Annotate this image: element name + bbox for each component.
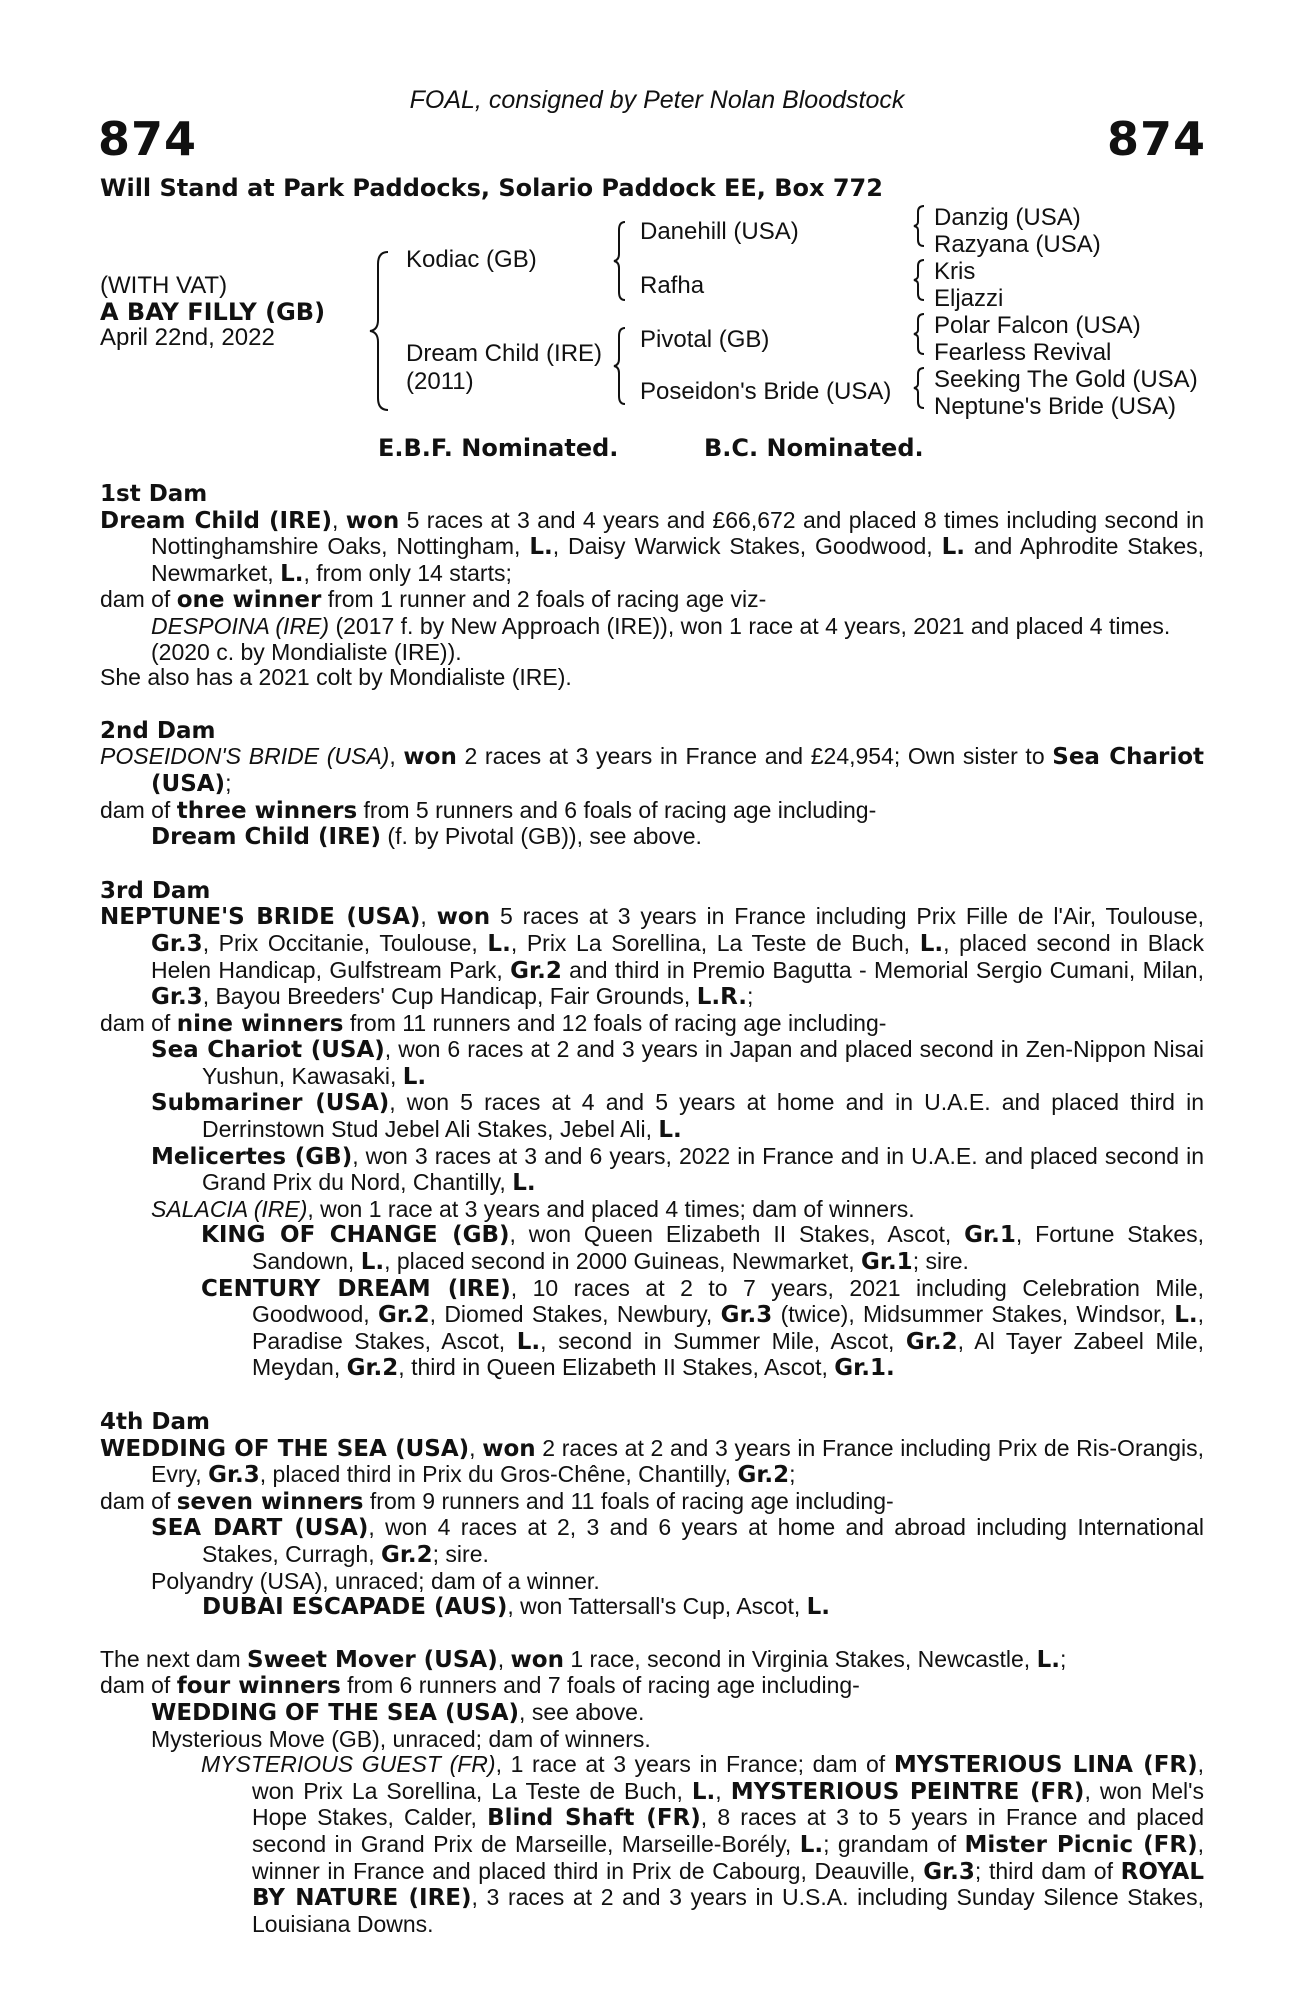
dam4-record: WEDDING OF THE SEA (USA), won 2 races at 2 and 3 years in France including Prix de Ris-Orangis, Evry, Gr.3, placed third in Prix du Gros-Chêne, Chantilly, Gr.2; — [100, 1434, 1204, 1489]
consignor-line: FOAL, consigned by Peter Nolan Bloodstock — [409, 86, 905, 114]
vat-note: (WITH VAT) — [100, 272, 228, 299]
ebf-nomination: E.B.F. Nominated. — [378, 434, 619, 462]
catalogue-body — [100, 482, 1204, 1937]
pedigree-g3-8: Neptune's Bride (USA) — [934, 393, 1177, 420]
dam3-produce-salacia: SALACIA (IRE), won 1 race at 3 years and placed 4 times; dam of winners. — [151, 1195, 915, 1222]
dam2-produce-dream-child: Dream Child (IRE) (f. by Pivotal (GB)), see above. — [151, 823, 702, 851]
next-dam-record: The next dam Sweet Mover (USA), won 1 race, second in Virginia Stakes, Newcastle, L.; — [100, 1645, 1067, 1673]
dam3-produce-melicertes: Melicertes (GB), won 3 races at 3 and 6 years, 2022 in France and in U.A.E. and placed second in Grand Prix du Nord, Chantilly, L. — [151, 1142, 1204, 1197]
pedigree-sire-dam: Rafha — [640, 272, 705, 299]
pedigree-dam-year: (2011) — [406, 368, 474, 395]
pedigree-g3-5: Polar Falcon (USA) — [934, 312, 1141, 339]
next-dam-produce-summary: dam of four winners from 6 runners and 7 foals of racing age including- — [100, 1672, 860, 1700]
next-dam-produce-mysterious-move: Mysterious Move (GB), unraced; dam of winners. — [151, 1725, 651, 1752]
pedigree-brace-main — [368, 250, 392, 412]
foaling-date: April 22nd, 2022 — [100, 324, 275, 351]
dam1-name: Dream Child (IRE) — [100, 507, 333, 534]
pedigree-g3-4: Eljazzi — [934, 285, 1004, 312]
dam1-also: She also has a 2021 colt by Mondialiste (IRE). — [100, 664, 572, 691]
dam4-produce-summary: dam of seven winners from 9 runners and 11 foals of racing age including- — [100, 1487, 894, 1515]
pedigree-g3-2: Razyana (USA) — [934, 231, 1101, 258]
dam3-produce-sea-chariot: Sea Chariot (USA), won 6 races at 2 and 3 years in Japan and placed second in Zen-Nippon Nisai Yushun, Kawasaki, L. — [151, 1036, 1204, 1090]
dam3-produce-submariner: Submariner (USA), won 5 races at 4 and 5 years at home and in U.A.E. and placed third in Derrinstown Stud Jebel Ali Stakes, Jebel Ali, L. — [151, 1089, 1204, 1144]
horse-description: A BAY FILLY (GB) — [100, 298, 326, 326]
dam3-record: NEPTUNE'S BRIDE (USA), won 5 races at 3 years in France including Prix Fille de l'Air, Toulouse, Gr.3, Prix Occitanie, Toulouse, L., Prix La Sorellina, La Teste de Buch, L., placed second in Black Helen Handicap, Gulfstream Park, Gr.2 and third in Premio Bagutta - Memorial Sergio Cumani, Milan, Gr.3, Bayou Breeders' Cup Handicap, Fair Grounds, L.R.; — [100, 903, 1205, 1011]
stand-location: Will Stand at Park Paddocks, Solario Paddock EE, Box 772 — [100, 174, 883, 202]
dam3-grandproduce-king-of-change: KING OF CHANGE (GB), won Queen Elizabeth II Stakes, Ascot, Gr.1, Fortune Stakes, Sandown, L., placed second in 2000 Guineas, Newmarket, Gr.1; sire. — [201, 1221, 1205, 1276]
pedigree-dam-sire: Pivotal (GB) — [640, 326, 770, 353]
dam1-produce-summary: dam of one winner from 1 runner and 2 foals of racing age viz- — [100, 586, 767, 614]
pedigree-sire-sire: Danehill (USA) — [640, 218, 799, 245]
pedigree-g3-1: Danzig (USA) — [934, 204, 1081, 231]
dam4-produce-polyandry: Polyandry (USA), unraced; dam of a winner. — [151, 1567, 600, 1594]
dam1-produce-despoina: DESPOINA (IRE) (2017 f. by New Approach (IRE)), won 1 race at 4 years, 2021 and placed 4 times. — [151, 612, 1171, 639]
pedigree-sire: Kodiac (GB) — [406, 246, 537, 273]
dam4-produce-sea-dart: SEA DART (USA), won 4 races at 2, 3 and 6 years at home and abroad including International Stakes, Curragh, Gr.2; sire. — [151, 1514, 1204, 1568]
pedigree-brace-dam — [612, 326, 628, 406]
next-dam-grandproduce-mysterious-guest: MYSTERIOUS GUEST (FR), 1 race at 3 years in France; dam of MYSTERIOUS LINA (FR), won Prix La Sorellina, La Teste de Buch, L., MYSTERIOUS PEINTRE (FR), won Mel's Hope Stakes, Calder, Blind Shaft (FR), 8 races at 3 to 5 years in France and placed second in Grand Prix de Marseille, Marseille-Borély, L.; grandam of Mister Picnic (FR), winner in France and placed third in Prix de Cabourg, Deauville, Gr.3; third dam of ROYAL BY NATURE (IRE), 3 races at 2 and 3 years in U.S.A. including Sunday Silence Stakes, Louisiana Downs. — [201, 1751, 1205, 1937]
lot-number-right: 874 — [1106, 112, 1206, 166]
pedigree-dam: Dream Child (IRE) — [406, 340, 603, 367]
pedigree-brace-dd — [912, 366, 926, 410]
pedigree-brace-ss — [912, 204, 926, 248]
dam1-produce-2020: (2020 c. by Mondialiste (IRE)). — [151, 638, 462, 665]
pedigree-g3-6: Fearless Revival — [934, 339, 1112, 366]
pedigree-g3-7: Seeking The Gold (USA) — [934, 366, 1198, 393]
dam3-produce-summary: dam of nine winners from 11 runners and 12 foals of racing age including- — [100, 1009, 887, 1037]
bc-nomination: B.C. Nominated. — [704, 434, 924, 462]
dam1-heading: 1st Dam — [100, 481, 208, 507]
pedigree-brace-sd — [912, 258, 926, 302]
pedigree-dam-dam: Poseidon's Bride (USA) — [640, 378, 892, 405]
lot-number-left: 874 — [98, 112, 198, 166]
dam3-grandproduce-century-dream: CENTURY DREAM (IRE), 10 races at 2 to 7 years, 2021 including Celebration Mile, Goodwood, Gr.2, Diomed Stakes, Newbury, Gr.3 (twice), Midsummer Stakes, Windsor, L., Paradise Stakes, Ascot, L., second in Summer Mile, Ascot, Gr.2, Al Tayer Zabeel Mile, Meydan, Gr.2, third in Queen Elizabeth II Stakes, Ascot, Gr.1. — [201, 1274, 1205, 1382]
dam2-heading: 2nd Dam — [100, 717, 216, 744]
dam4-grandproduce-dubai-escapade: DUBAI ESCAPADE (AUS), won Tattersall's Cup, Ascot, L. — [202, 1593, 831, 1621]
dam3-name: NEPTUNE'S BRIDE (USA) — [100, 904, 421, 931]
next-dam-produce-wots: WEDDING OF THE SEA (USA), see above. — [151, 1698, 645, 1726]
dam1-record: Dream Child (IRE), won 5 races at 3 and 4 years and £66,672 and placed 8 times including second in Nottinghamshire Oaks, Nottingham, L., Daisy Warwick Stakes, Goodwood, L. and Aphrodite Stakes, Newmarket, L., from only 14 starts; — [100, 506, 1205, 587]
pedigree-g3-3: Kris — [934, 258, 976, 285]
dam4-heading: 4th Dam — [100, 1409, 210, 1435]
pedigree-brace-ds — [912, 312, 926, 356]
dam4-name: WEDDING OF THE SEA (USA) — [100, 1435, 470, 1462]
dam3-heading: 3rd Dam — [100, 877, 211, 904]
dam2-produce-summary: dam of three winners from 5 runners and 6 foals of racing age including- — [100, 796, 877, 824]
pedigree-brace-sire — [612, 220, 628, 302]
next-dam-name: Sweet Mover (USA) — [247, 1646, 498, 1673]
dam2-record: POSEIDON'S BRIDE (USA), won 2 races at 3 years in France and £24,954; Own sister to Sea Chariot (USA); — [100, 743, 1205, 797]
dam2-name: POSEIDON'S BRIDE (USA) — [100, 743, 390, 770]
